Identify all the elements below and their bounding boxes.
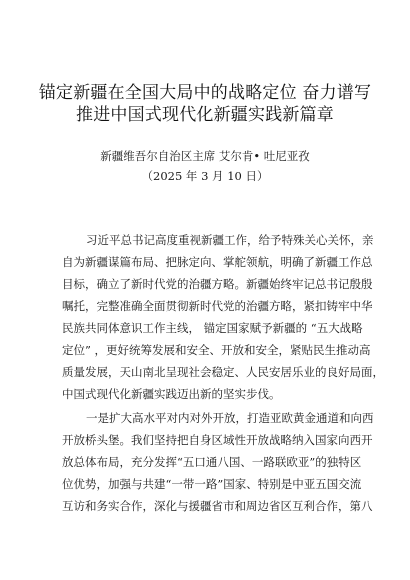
paragraph-2-line: 开放桥头堡。我们坚持把自身区域性开放战略纳入国家向西开 [62, 433, 373, 447]
paragraph-1-line: 质量发展，天山南北呈现社会稳定、人民安居乐业的良好局面， [62, 365, 384, 379]
paragraph-1-line: 习近平总书记高度重视新疆工作，给予特殊关心关怀，亲 [86, 233, 374, 247]
paragraph-2-line: 互访和务实合作，深化与援疆省市和周边省区互利合作，第八 [62, 499, 373, 513]
paragraph-1-line: 定位” ，更好统筹发展和安全、开放和安全，紧贴民生推动高 [62, 343, 371, 357]
document-title-line-1: 锚定新疆在全国大局中的战略定位 奋力谱写 [38, 83, 372, 103]
paragraph-1-line: 目标，确立了新时代党的治疆方略。新疆始终牢记总书记殷殷 [62, 277, 373, 291]
paragraph-2-line: 放总体布局，充分发挥“五口通八国、一路联欧亚”的独特区 [62, 455, 362, 469]
paragraph-1-line: 中国式现代化新疆实践迈出新的坚实步伐。 [62, 387, 281, 401]
paragraph-2-line: 一是扩大高水平对内对外开放，打造亚欧黄金通道和向西 [86, 411, 374, 425]
author-byline: 新疆维吾尔自治区主席 艾尔肯• 吐尼亚孜 [100, 149, 310, 163]
paragraph-1-line: 嘱托，完整准确全面贯彻新时代党的治疆方略，紧扣铸牢中华 [62, 299, 373, 313]
paragraph-2-line: 位优势，加强与共建“一带一路”国家、特别是中亚五国交流 [62, 477, 362, 491]
document-title-line-2: 推进中国式现代化新疆实践新篇章 [76, 105, 334, 125]
publication-date: （2025 年 3 月 10 日） [141, 169, 269, 183]
paragraph-1-line: 自为新疆谋篇布局、把脉定向、掌舵领航，明确了新疆工作总 [62, 255, 373, 269]
paragraph-1-line: 民族共同体意识工作主线， 锚定国家赋予新疆的 “五大战略 [62, 321, 363, 335]
